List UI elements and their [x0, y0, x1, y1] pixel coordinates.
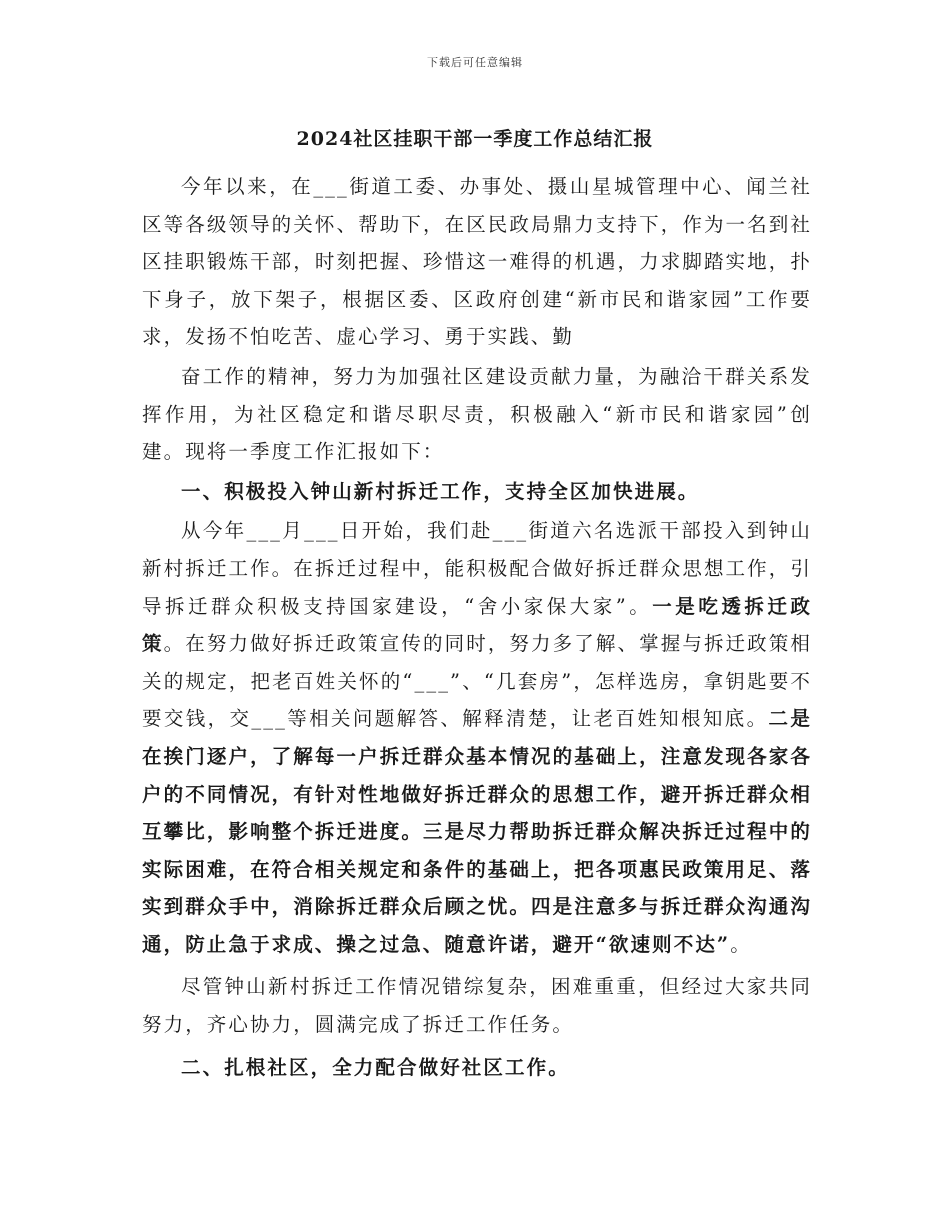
- paragraph-intro-continued: 奋工作的精神，努力为加强社区建设贡献力量，为融洽干群关系发挥作用，为社区稳定和谐尽职尽责，积极融入“新市民和谐家园”创建。现将一季度工作汇报如下：: [142, 364, 812, 464]
- document-title: 2024社区挂职干部一季度工作总结汇报: [296, 128, 654, 150]
- paragraph-intro: 今年以来，在___街道工委、办事处、摄山星城管理中心、闻兰社区等各级领导的关怀、帮助下，在区民政局鼎力支持下，作为一名到社区挂职锻炼干部，时刻把握、珍惜这一难得的机遇，力求脚踏实地，扑下身子，放下架子，根据区委、区政府创建“新市民和谐家园”工作要求，发扬不怕吃苦、虚心学习、勇于实践、勤: [142, 175, 812, 349]
- paragraph-demolition-summary: 尽管钟山新村拆迁工作情况错综复杂，困难重重，但经过大家共同努力，齐心协力，圆满完成了拆迁工作任务。: [142, 975, 812, 1037]
- demolition-text-end: 。: [730, 932, 752, 956]
- demolition-points-2-4: 二是在挨门逐户，了解每一户拆迁群众基本情况的基础上，注意发现各家各户的不同情况，有针对性地做好拆迁群众的思想工作，避开拆迁群众相互攀比，影响整个拆迁进度。三是尽力帮助拆迁群众解决拆迁过程中的实际困难，在符合相关规定和条件的基础上，把各项惠民政策用足、落实到群众手中，消除拆迁群众后顾之忧。四是注意多与拆迁群众沟通沟通，防止急于求成、操之过急、随意许诺，避开“欲速则不达”: [142, 707, 812, 956]
- section-heading-1: 一、积极投入钟山新村拆迁工作，支持全区加快进展。: [181, 479, 700, 503]
- section-heading-2: 二、扎根社区，全力配合做好社区工作。: [181, 1055, 570, 1079]
- demolition-text-c: 。在努力做好拆迁政策宣传的同时，努力多了解、掌握与拆迁政策相关的规定，把老百姓关怀的“___”、“几套房”，怎样选房，拿钥匙要不要交钱，交___等相关问题解答、解释清楚，让老百姓知根知底。: [142, 632, 812, 731]
- document-body: [142, 168, 812, 1086]
- demolition-point-1: 一是吃透拆迁政策: [142, 594, 812, 656]
- header-note: 下载后可任意编辑: [427, 56, 523, 69]
- demolition-text-a: 从今年___月___日开始，我们赴___街道六名选派干部投入到钟山新村拆迁工作。在拆迁过程中，能积极配合做好拆迁群众思想工作，引导拆迁群众积极支持国家建设，“舍小家保大家”。: [142, 519, 812, 618]
- paragraph-demolition: [142, 512, 812, 963]
